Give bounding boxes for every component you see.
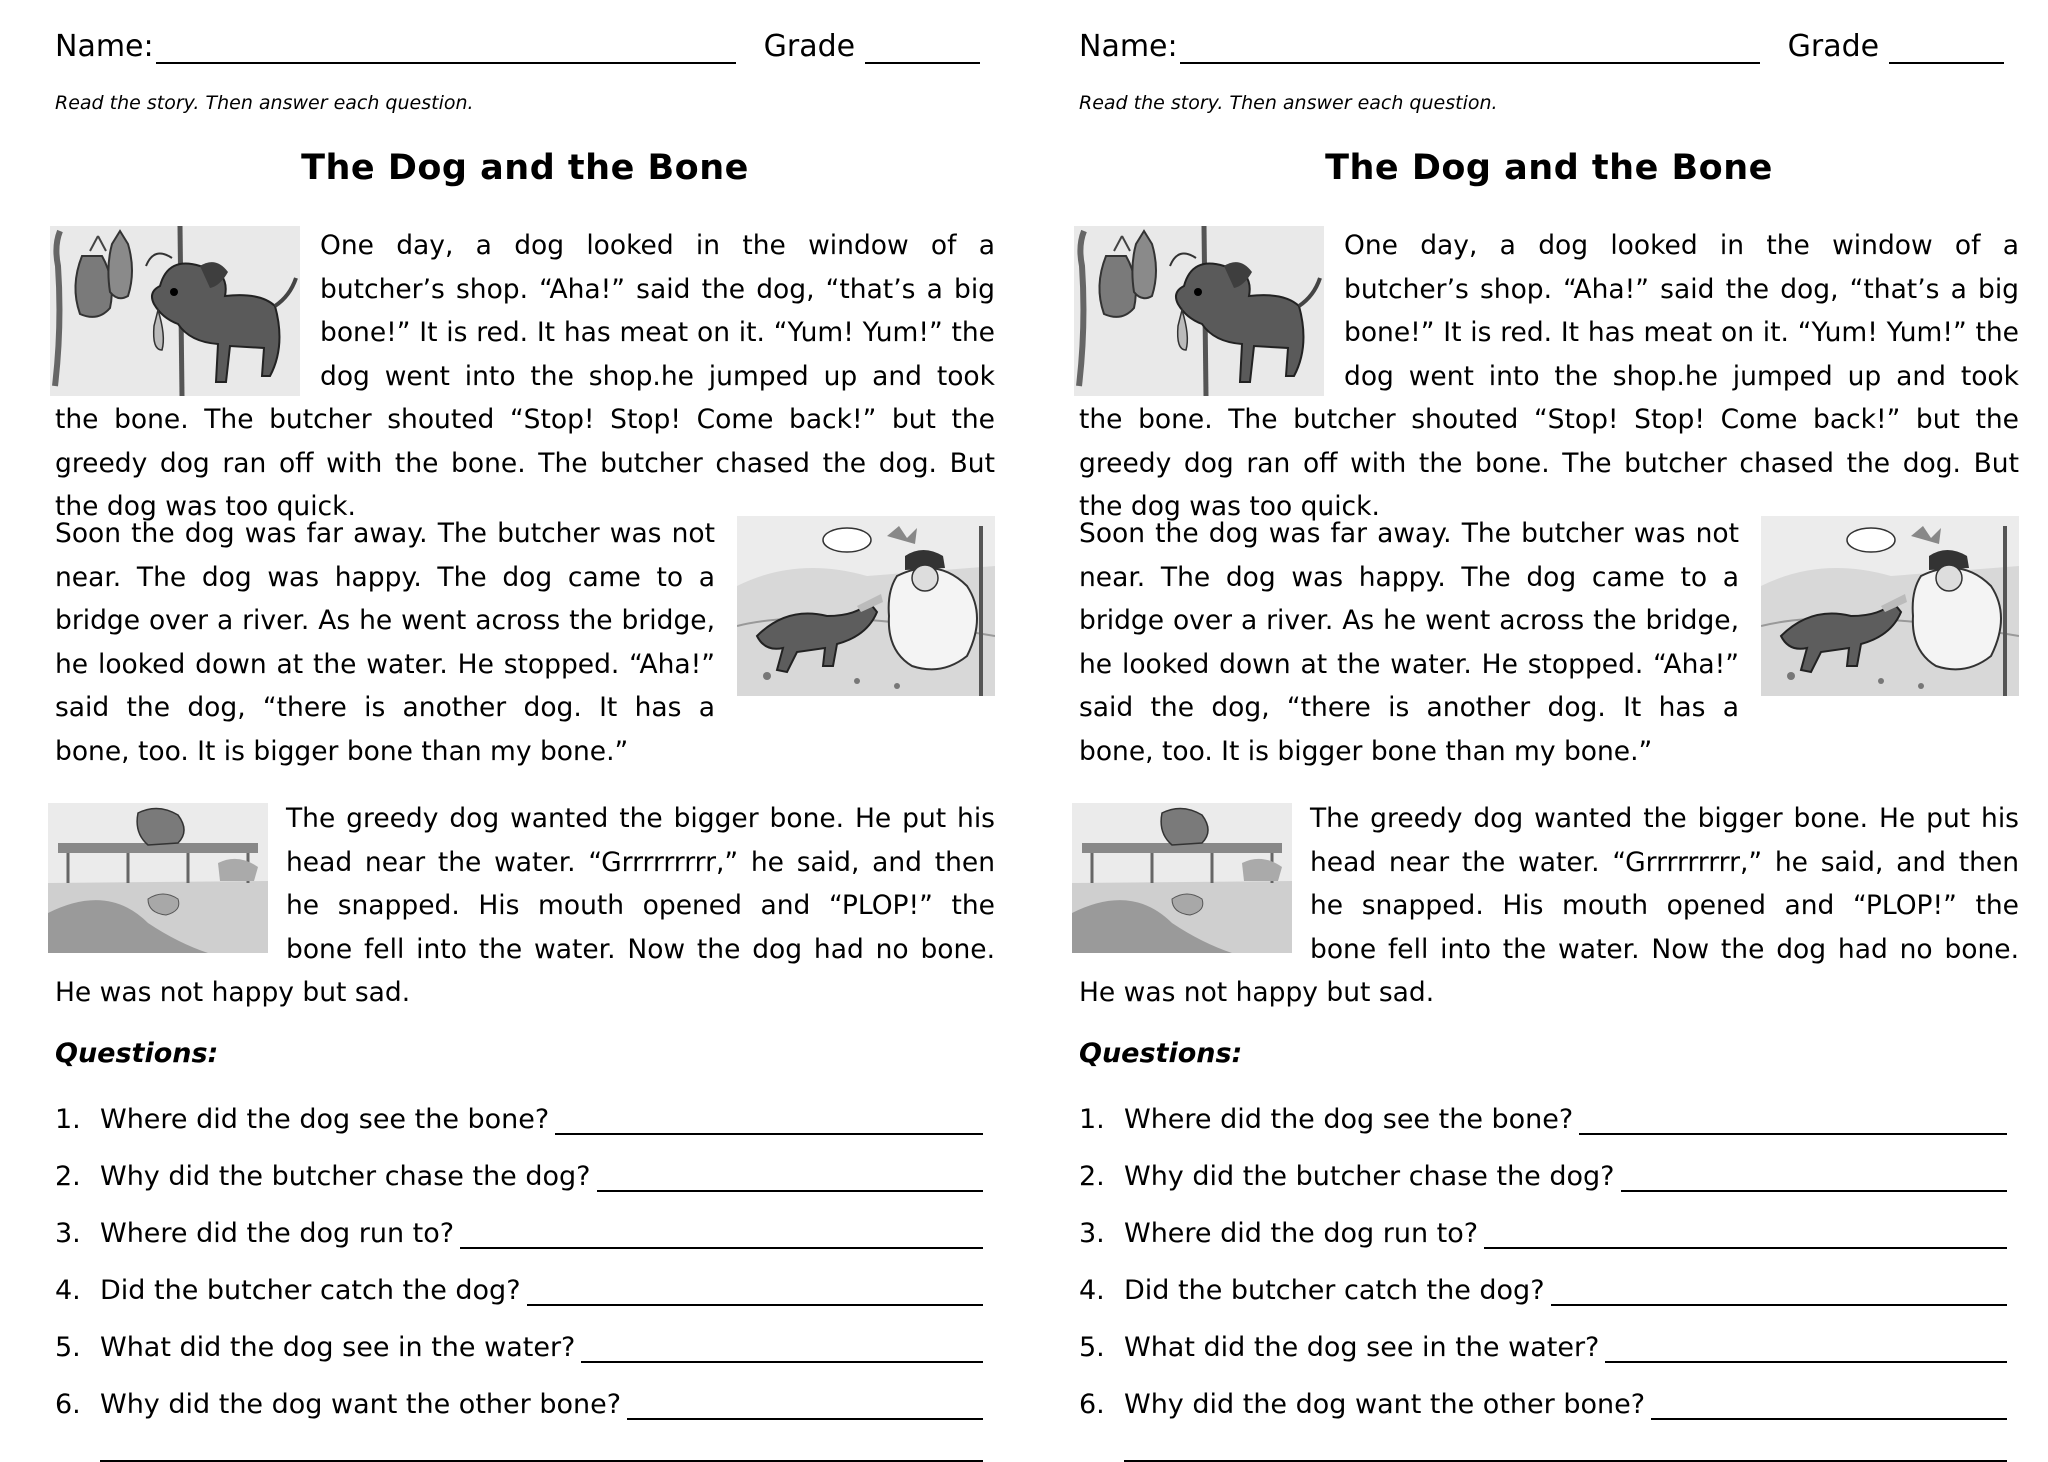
grade-blank-line[interactable] bbox=[1889, 34, 2004, 64]
question-text: What did the dog see in the water? bbox=[100, 1332, 576, 1363]
answer-line[interactable] bbox=[1605, 1331, 2007, 1363]
question-text: Why did the butcher chase the dog? bbox=[1124, 1161, 1615, 1192]
dog-in-butcher-shop-illustration bbox=[1074, 226, 1324, 396]
question-text: Why did the butcher chase the dog? bbox=[100, 1161, 591, 1192]
answer-line[interactable] bbox=[527, 1274, 983, 1306]
answer-line[interactable] bbox=[1579, 1103, 2007, 1135]
question-text: What did the dog see in the water? bbox=[1124, 1332, 1600, 1363]
question-text: Where did the dog run to? bbox=[100, 1218, 455, 1249]
question-row bbox=[1079, 1363, 2019, 1420]
story-title: The Dog and the Bone bbox=[1325, 148, 1773, 188]
paragraph-text: Soon the dog was far away. The butcher was not near. The dog was happy. The dog came to a bridge over a river. As he went across the bridge, he looked down at the water. He stopped. “Aha!” said the dog, “there is another dog. It has a bone, too. It is bigger bone than my bone.” bbox=[1079, 518, 1739, 767]
question-row bbox=[55, 1249, 995, 1306]
dog-on-bridge-illustration bbox=[1072, 803, 1292, 953]
question-number: 5. bbox=[55, 1332, 81, 1363]
question-row bbox=[1079, 1249, 2019, 1306]
grade-blank-line[interactable] bbox=[865, 34, 980, 64]
grade-label: Grade bbox=[763, 29, 856, 64]
questions-heading: Questions: bbox=[1079, 1038, 1243, 1069]
question-number: 4. bbox=[1079, 1275, 1105, 1306]
answer-line-continued[interactable] bbox=[100, 1420, 983, 1462]
question-number: 1. bbox=[55, 1104, 81, 1135]
dog-on-bridge-illustration bbox=[48, 803, 268, 953]
question-number: 6. bbox=[55, 1389, 81, 1420]
answer-line[interactable] bbox=[555, 1103, 983, 1135]
question-row bbox=[55, 1192, 995, 1249]
question-row bbox=[1079, 1135, 2019, 1192]
story-paragraph-2 bbox=[55, 512, 995, 773]
question-number: 4. bbox=[55, 1275, 81, 1306]
question-number: 6. bbox=[1079, 1389, 1105, 1420]
story-paragraph-3 bbox=[1079, 797, 2019, 1015]
story-title: The Dog and the Bone bbox=[301, 148, 749, 188]
paragraph-text: Soon the dog was far away. The butcher was not near. The dog was happy. The dog came to a bridge over a river. As he went across the bridge, he looked down at the water. He stopped. “Aha!” said the dog, “there is another dog. It has a bone, too. It is bigger bone than my bone.” bbox=[55, 518, 715, 767]
paragraph-text: The greedy dog wanted the bigger bone. He put his head near the water. “Grrrrrrrrr,” he said, and then he snapped. His mouth opened and “PLOP!” the bone fell into the water. Now the dog had no bone. He was not happy but sad. bbox=[1079, 803, 2019, 1008]
question-row bbox=[55, 1306, 995, 1363]
worksheet-copy-left bbox=[0, 0, 1024, 1448]
story-paragraph-1 bbox=[55, 224, 995, 529]
answer-line[interactable] bbox=[1551, 1274, 2007, 1306]
questions-heading: Questions: bbox=[55, 1038, 219, 1069]
question-text: Did the butcher catch the dog? bbox=[100, 1275, 521, 1306]
name-blank-line[interactable] bbox=[156, 34, 736, 64]
question-number: 3. bbox=[55, 1218, 81, 1249]
answer-line-continued[interactable] bbox=[1124, 1420, 2007, 1462]
instruction-text: Read the story. Then answer each question. bbox=[1079, 92, 1498, 114]
answer-line[interactable] bbox=[581, 1331, 983, 1363]
answer-line[interactable] bbox=[627, 1388, 983, 1420]
question-text: Where did the dog see the bone? bbox=[100, 1104, 550, 1135]
question-number: 2. bbox=[1079, 1161, 1105, 1192]
header-row bbox=[1079, 20, 2019, 64]
question-number: 1. bbox=[1079, 1104, 1105, 1135]
questions-section bbox=[55, 1038, 995, 1462]
paragraph-text: One day, a dog looked in the window of a butcher’s shop. “Aha!” said the dog, “that’s a big bone!” It is red. It has meat on it. “Yum! Yum!” the dog went into the shop.he jumped up and took the bone. The butcher shouted “Stop! Stop! Come back!” but the greedy dog ran off with the bone. The butcher chased the dog. But the dog was too quick. bbox=[55, 230, 995, 522]
question-number: 2. bbox=[55, 1161, 81, 1192]
answer-line[interactable] bbox=[1484, 1217, 2007, 1249]
answer-line[interactable] bbox=[597, 1160, 984, 1192]
question-text: Where did the dog see the bone? bbox=[1124, 1104, 1574, 1135]
question-row bbox=[55, 1363, 995, 1420]
question-row bbox=[55, 1078, 995, 1135]
question-text: Did the butcher catch the dog? bbox=[1124, 1275, 1545, 1306]
butcher-chasing-dog-illustration bbox=[737, 516, 995, 696]
answer-line[interactable] bbox=[460, 1217, 983, 1249]
question-row bbox=[55, 1135, 995, 1192]
question-row bbox=[1079, 1306, 2019, 1363]
story-paragraph-2 bbox=[1079, 512, 2019, 773]
question-number: 5. bbox=[1079, 1332, 1105, 1363]
paragraph-text: The greedy dog wanted the bigger bone. He put his head near the water. “Grrrrrrrrr,” he said, and then he snapped. His mouth opened and “PLOP!” the bone fell into the water. Now the dog had no bone. He was not happy but sad. bbox=[55, 803, 995, 1008]
question-text: Why did the dog want the other bone? bbox=[1124, 1389, 1646, 1420]
story-paragraph-3 bbox=[55, 797, 995, 1015]
answer-line[interactable] bbox=[1621, 1160, 2008, 1192]
answer-line[interactable] bbox=[1651, 1388, 2007, 1420]
story-paragraph-1 bbox=[1079, 224, 2019, 529]
paragraph-text: One day, a dog looked in the window of a butcher’s shop. “Aha!” said the dog, “that’s a big bone!” It is red. It has meat on it. “Yum! Yum!” the dog went into the shop.he jumped up and took the bone. The butcher shouted “Stop! Stop! Come back!” but the greedy dog ran off with the bone. The butcher chased the dog. But the dog was too quick. bbox=[1079, 230, 2019, 522]
header-row bbox=[55, 20, 995, 64]
butcher-chasing-dog-illustration bbox=[1761, 516, 2019, 696]
instruction-text: Read the story. Then answer each question. bbox=[55, 92, 474, 114]
question-row bbox=[1079, 1078, 2019, 1135]
question-text: Where did the dog run to? bbox=[1124, 1218, 1479, 1249]
question-row bbox=[1079, 1192, 2019, 1249]
question-text: Why did the dog want the other bone? bbox=[100, 1389, 622, 1420]
grade-label: Grade bbox=[1787, 29, 1880, 64]
question-number: 3. bbox=[1079, 1218, 1105, 1249]
name-label: Name: bbox=[1079, 29, 1178, 64]
name-label: Name: bbox=[55, 29, 154, 64]
dog-in-butcher-shop-illustration bbox=[50, 226, 300, 396]
worksheet-copy-right bbox=[1024, 0, 2048, 1448]
questions-section bbox=[1079, 1038, 2019, 1462]
name-blank-line[interactable] bbox=[1180, 34, 1760, 64]
